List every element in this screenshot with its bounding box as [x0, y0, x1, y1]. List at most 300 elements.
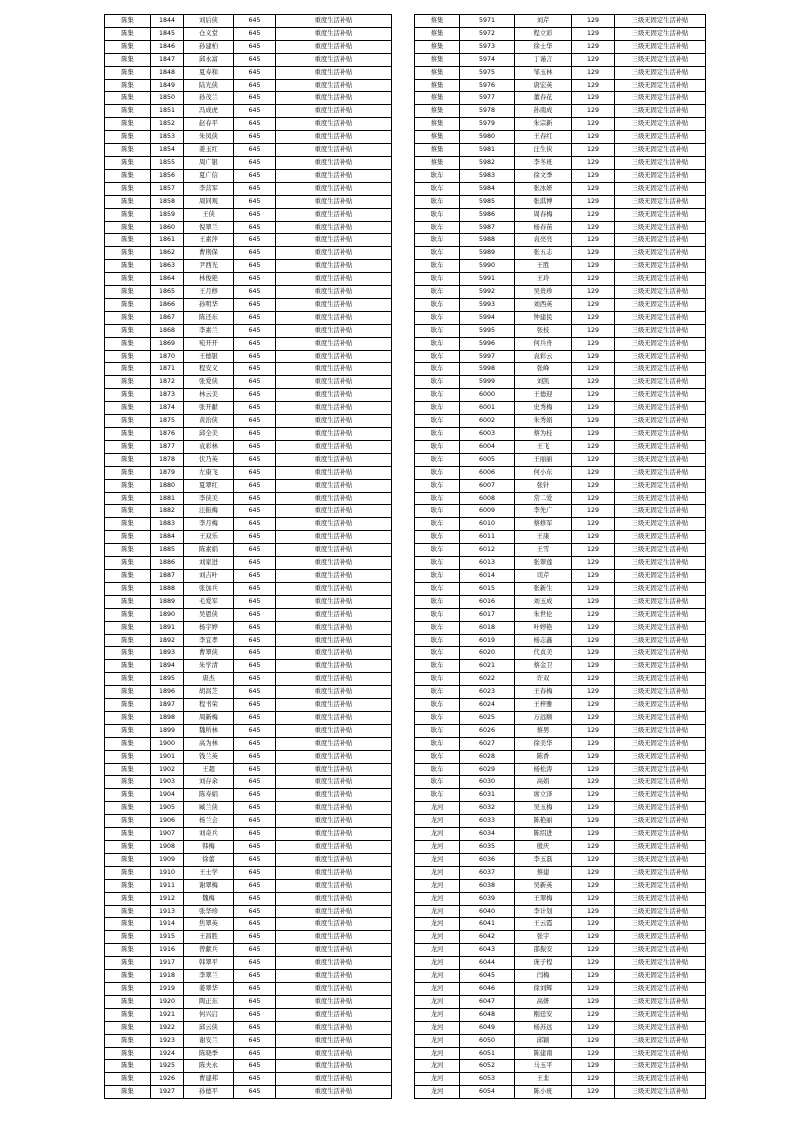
- name-cell: 吴恩侠: [184, 608, 234, 621]
- category-cell: 三级无固定生活补贴: [615, 337, 706, 350]
- name-cell: 席立泽: [515, 789, 572, 802]
- number-cell: 1914: [151, 918, 184, 931]
- table-row: [105, 711, 392, 724]
- table-row: [415, 234, 706, 247]
- category-cell: 三级无固定生活补贴: [615, 995, 706, 1008]
- category-cell: 三级无固定生活补贴: [615, 582, 706, 595]
- category-cell: 重度生活补贴: [276, 208, 392, 221]
- amount-cell: 645: [234, 479, 276, 492]
- name-cell: 王韭: [515, 1073, 572, 1086]
- town-cell: 蔡集: [415, 27, 460, 40]
- name-cell: 王侠: [184, 208, 234, 221]
- number-cell: 1858: [151, 195, 184, 208]
- category-cell: 三级无固定生活补贴: [615, 1086, 706, 1099]
- category-cell: 重度生活补贴: [276, 918, 392, 931]
- town-cell: 陈集: [105, 402, 151, 415]
- town-cell: 陈集: [105, 311, 151, 324]
- table-row: [415, 699, 706, 712]
- amount-cell: 129: [572, 1021, 615, 1034]
- name-cell: 王飞: [515, 440, 572, 453]
- category-cell: 重度生活补贴: [276, 27, 392, 40]
- town-cell: 陈集: [105, 286, 151, 299]
- number-cell: 1866: [151, 298, 184, 311]
- town-cell: 蔡集: [415, 79, 460, 92]
- name-cell: 刘吉叶: [184, 569, 234, 582]
- category-cell: 三级无固定生活补贴: [615, 763, 706, 776]
- amount-cell: 129: [572, 1073, 615, 1086]
- category-cell: 重度生活补贴: [276, 337, 392, 350]
- category-cell: 重度生活补贴: [276, 569, 392, 582]
- table-row: [415, 724, 706, 737]
- number-cell: 6046: [460, 982, 515, 995]
- name-cell: 夏翠红: [184, 479, 234, 492]
- name-cell: 王玲: [515, 273, 572, 286]
- number-cell: 6021: [460, 660, 515, 673]
- number-cell: 6020: [460, 647, 515, 660]
- number-cell: 6019: [460, 634, 515, 647]
- name-cell: 刘家进: [184, 557, 234, 570]
- amount-cell: 129: [572, 531, 615, 544]
- category-cell: 三级无固定生活补贴: [615, 944, 706, 957]
- amount-cell: 129: [572, 40, 615, 53]
- amount-cell: 645: [234, 131, 276, 144]
- table-row: [415, 595, 706, 608]
- amount-cell: 129: [572, 169, 615, 182]
- amount-cell: 645: [234, 453, 276, 466]
- category-cell: 三级无固定生活补贴: [615, 841, 706, 854]
- amount-cell: 645: [234, 879, 276, 892]
- category-cell: 三级无固定生活补贴: [615, 479, 706, 492]
- amount-cell: 645: [234, 763, 276, 776]
- name-cell: 陈夫永: [184, 1060, 234, 1073]
- number-cell: 1889: [151, 595, 184, 608]
- number-cell: 1886: [151, 557, 184, 570]
- category-cell: 三级无固定生活补贴: [615, 182, 706, 195]
- category-cell: 重度生活补贴: [276, 608, 392, 621]
- name-cell: 韩翠平: [184, 957, 234, 970]
- number-cell: 5973: [460, 40, 515, 53]
- number-cell: 1906: [151, 815, 184, 828]
- category-cell: 重度生活补贴: [276, 311, 392, 324]
- number-cell: 1852: [151, 118, 184, 131]
- amount-cell: 129: [572, 673, 615, 686]
- amount-cell: 129: [572, 324, 615, 337]
- category-cell: 三级无固定生活补贴: [615, 621, 706, 634]
- name-cell: 李玉磊: [515, 853, 572, 866]
- number-cell: 1910: [151, 866, 184, 879]
- table-row: [415, 789, 706, 802]
- town-cell: 陈集: [105, 415, 151, 428]
- town-cell: 龙河: [415, 853, 460, 866]
- amount-cell: 645: [234, 118, 276, 131]
- table-row: [415, 311, 706, 324]
- name-cell: 朱凤侠: [184, 131, 234, 144]
- amount-cell: 129: [572, 905, 615, 918]
- category-cell: 重度生活补贴: [276, 118, 392, 131]
- table-row: [415, 402, 706, 415]
- name-cell: 何兴启: [184, 1008, 234, 1021]
- town-cell: 龙河: [415, 1021, 460, 1034]
- town-cell: 龙河: [415, 982, 460, 995]
- amount-cell: 645: [234, 724, 276, 737]
- number-cell: 1864: [151, 273, 184, 286]
- category-cell: 重度生活补贴: [276, 724, 392, 737]
- name-cell: 李冬班: [515, 156, 572, 169]
- number-cell: 6039: [460, 892, 515, 905]
- table-row: [415, 569, 706, 582]
- number-cell: 1891: [151, 621, 184, 634]
- number-cell: 5971: [460, 15, 515, 28]
- amount-cell: 645: [234, 841, 276, 854]
- category-cell: 重度生活补贴: [276, 944, 392, 957]
- number-cell: 1887: [151, 569, 184, 582]
- number-cell: 5998: [460, 363, 515, 376]
- town-cell: 陈集: [105, 982, 151, 995]
- number-cell: 1923: [151, 1034, 184, 1047]
- category-cell: 三级无固定生活补贴: [615, 569, 706, 582]
- amount-cell: 129: [572, 944, 615, 957]
- number-cell: 1848: [151, 66, 184, 79]
- town-cell: 陈集: [105, 428, 151, 441]
- category-cell: 重度生活补贴: [276, 879, 392, 892]
- amount-cell: 645: [234, 711, 276, 724]
- table-row: [415, 557, 706, 570]
- table-row: [415, 505, 706, 518]
- category-cell: 重度生活补贴: [276, 1060, 392, 1073]
- number-cell: 5992: [460, 286, 515, 299]
- town-cell: 陈集: [105, 105, 151, 118]
- category-cell: 三级无固定生活补贴: [615, 905, 706, 918]
- number-cell: 6012: [460, 544, 515, 557]
- name-cell: 司芹: [515, 569, 572, 582]
- town-cell: 陈集: [105, 1060, 151, 1073]
- table-row: [415, 105, 706, 118]
- number-cell: 6026: [460, 724, 515, 737]
- number-cell: 6036: [460, 853, 515, 866]
- number-cell: 1896: [151, 686, 184, 699]
- table-row: [105, 311, 392, 324]
- category-cell: 重度生活补贴: [276, 92, 392, 105]
- amount-cell: 129: [572, 750, 615, 763]
- name-cell: 王士学: [184, 866, 234, 879]
- number-cell: 6053: [460, 1073, 515, 1086]
- amount-cell: 645: [234, 234, 276, 247]
- name-cell: 李计划: [515, 905, 572, 918]
- amount-cell: 129: [572, 466, 615, 479]
- name-cell: 程书荣: [184, 699, 234, 712]
- amount-cell: 129: [572, 634, 615, 647]
- category-cell: 三级无固定生活补贴: [615, 118, 706, 131]
- number-cell: 5977: [460, 92, 515, 105]
- town-cell: 陈集: [105, 221, 151, 234]
- amount-cell: 129: [572, 79, 615, 92]
- amount-cell: 129: [572, 853, 615, 866]
- category-cell: 三级无固定生活补贴: [615, 466, 706, 479]
- name-cell: 王丽丽: [515, 453, 572, 466]
- town-cell: 耿车: [415, 440, 460, 453]
- number-cell: 5983: [460, 169, 515, 182]
- number-cell: 1844: [151, 15, 184, 28]
- name-cell: 邵振安: [515, 944, 572, 957]
- town-cell: 陈集: [105, 144, 151, 157]
- town-cell: 陈集: [105, 595, 151, 608]
- name-cell: 徐蕾: [184, 853, 234, 866]
- category-cell: 三级无固定生活补贴: [615, 686, 706, 699]
- number-cell: 1881: [151, 492, 184, 505]
- table-row: [105, 750, 392, 763]
- category-cell: 重度生活补贴: [276, 156, 392, 169]
- number-cell: 6013: [460, 557, 515, 570]
- table-row: [415, 376, 706, 389]
- town-cell: 陈集: [105, 621, 151, 634]
- name-cell: 邱颖: [515, 1034, 572, 1047]
- name-cell: 朱秀娟: [515, 415, 572, 428]
- town-cell: 陈集: [105, 15, 151, 28]
- table-row: [415, 518, 706, 531]
- category-cell: 重度生活补贴: [276, 802, 392, 815]
- amount-cell: 645: [234, 505, 276, 518]
- name-cell: 邱全美: [184, 428, 234, 441]
- town-cell: 陈集: [105, 673, 151, 686]
- town-cell: 耿车: [415, 298, 460, 311]
- number-cell: 1859: [151, 208, 184, 221]
- number-cell: 1882: [151, 505, 184, 518]
- amount-cell: 645: [234, 557, 276, 570]
- number-cell: 6043: [460, 944, 515, 957]
- name-cell: 王雪: [515, 544, 572, 557]
- category-cell: 三级无固定生活补贴: [615, 1008, 706, 1021]
- amount-cell: 129: [572, 866, 615, 879]
- number-cell: 6037: [460, 866, 515, 879]
- town-cell: 耿车: [415, 711, 460, 724]
- category-cell: 三级无固定生活补贴: [615, 776, 706, 789]
- number-cell: 1873: [151, 389, 184, 402]
- amount-cell: 129: [572, 376, 615, 389]
- table-row: [415, 1034, 706, 1047]
- amount-cell: 129: [572, 841, 615, 854]
- town-cell: 蔡集: [415, 118, 460, 131]
- category-cell: 三级无固定生活补贴: [615, 363, 706, 376]
- name-cell: 宛开开: [184, 337, 234, 350]
- town-cell: 陈集: [105, 776, 151, 789]
- town-cell: 耿车: [415, 453, 460, 466]
- name-cell: 许双: [515, 673, 572, 686]
- name-cell: 张华珍: [184, 905, 234, 918]
- town-cell: 陈集: [105, 156, 151, 169]
- name-cell: 丁谨言: [515, 53, 572, 66]
- name-cell: 倪翠兰: [184, 221, 234, 234]
- town-cell: 蔡集: [415, 66, 460, 79]
- amount-cell: 645: [234, 415, 276, 428]
- number-cell: 1870: [151, 350, 184, 363]
- amount-cell: 645: [234, 866, 276, 879]
- name-cell: 刘后侠: [184, 15, 234, 28]
- name-cell: 林云美: [184, 389, 234, 402]
- table-row: [105, 634, 392, 647]
- category-cell: 重度生活补贴: [276, 582, 392, 595]
- number-cell: 1920: [151, 995, 184, 1008]
- number-cell: 6022: [460, 673, 515, 686]
- table-row: [415, 182, 706, 195]
- amount-cell: 129: [572, 557, 615, 570]
- town-cell: 陈集: [105, 53, 151, 66]
- name-cell: 王德迎: [515, 389, 572, 402]
- town-cell: 耿车: [415, 260, 460, 273]
- category-cell: 重度生活补贴: [276, 699, 392, 712]
- amount-cell: 129: [572, 453, 615, 466]
- table-row: [105, 105, 392, 118]
- table-row: [105, 144, 392, 157]
- category-cell: 重度生活补贴: [276, 1073, 392, 1086]
- amount-cell: 129: [572, 595, 615, 608]
- town-cell: 陈集: [105, 582, 151, 595]
- name-cell: 陈建南: [515, 1047, 572, 1060]
- table-row: [415, 841, 706, 854]
- table-row: [105, 1008, 392, 1021]
- number-cell: 6010: [460, 518, 515, 531]
- category-cell: 重度生活补贴: [276, 15, 392, 28]
- table-row: [415, 944, 706, 957]
- amount-cell: 645: [234, 389, 276, 402]
- table-row: [105, 737, 392, 750]
- category-cell: 三级无固定生活补贴: [615, 66, 706, 79]
- category-cell: 重度生活补贴: [276, 131, 392, 144]
- category-cell: 重度生活补贴: [276, 1086, 392, 1099]
- table-row: [105, 531, 392, 544]
- table-row: [415, 995, 706, 1008]
- amount-cell: 129: [572, 53, 615, 66]
- table-row: [105, 15, 392, 28]
- table-row: [415, 247, 706, 260]
- town-cell: 耿车: [415, 763, 460, 776]
- name-cell: 黄治侠: [184, 415, 234, 428]
- category-cell: 重度生活补贴: [276, 428, 392, 441]
- amount-cell: 129: [572, 92, 615, 105]
- category-cell: 重度生活补贴: [276, 763, 392, 776]
- town-cell: 龙河: [415, 1086, 460, 1099]
- category-cell: 重度生活补贴: [276, 466, 392, 479]
- amount-cell: 645: [234, 944, 276, 957]
- number-cell: 1862: [151, 247, 184, 260]
- amount-cell: 129: [572, 389, 615, 402]
- amount-cell: 129: [572, 350, 615, 363]
- amount-cell: 129: [572, 918, 615, 931]
- amount-cell: 645: [234, 79, 276, 92]
- category-cell: 三级无固定生活补贴: [615, 92, 706, 105]
- town-cell: 陈集: [105, 376, 151, 389]
- amount-cell: 645: [234, 1047, 276, 1060]
- table-row: [415, 40, 706, 53]
- number-cell: 1865: [151, 286, 184, 299]
- table-row: [105, 195, 392, 208]
- name-cell: 周春梅: [515, 208, 572, 221]
- table-row: [105, 686, 392, 699]
- town-cell: 耿车: [415, 221, 460, 234]
- category-cell: 三级无固定生活补贴: [615, 1060, 706, 1073]
- number-cell: 1853: [151, 131, 184, 144]
- table-row: [415, 673, 706, 686]
- name-cell: 李侠美: [184, 492, 234, 505]
- amount-cell: 645: [234, 27, 276, 40]
- name-cell: 张翠莲: [515, 557, 572, 570]
- town-cell: 陈集: [105, 686, 151, 699]
- town-cell: 耿车: [415, 337, 460, 350]
- name-cell: 李翠兰: [184, 970, 234, 983]
- category-cell: 三级无固定生活补贴: [615, 531, 706, 544]
- table-row: [415, 363, 706, 376]
- amount-cell: 645: [234, 699, 276, 712]
- category-cell: 重度生活补贴: [276, 660, 392, 673]
- town-cell: 陈集: [105, 1047, 151, 1060]
- name-cell: 汪生侠: [515, 144, 572, 157]
- number-cell: 5982: [460, 156, 515, 169]
- town-cell: 陈集: [105, 118, 151, 131]
- amount-cell: 645: [234, 1073, 276, 1086]
- town-cell: 耿车: [415, 686, 460, 699]
- name-cell: 杨春苗: [515, 221, 572, 234]
- amount-cell: 645: [234, 144, 276, 157]
- amount-cell: 645: [234, 660, 276, 673]
- table-row: [415, 815, 706, 828]
- town-cell: 耿车: [415, 363, 460, 376]
- town-cell: 陈集: [105, 918, 151, 931]
- table-row: [105, 234, 392, 247]
- table-row: [415, 195, 706, 208]
- table-row: [105, 221, 392, 234]
- table-row: [415, 350, 706, 363]
- table-row: [105, 324, 392, 337]
- table-row: [105, 479, 392, 492]
- number-cell: 6038: [460, 879, 515, 892]
- number-cell: 1863: [151, 260, 184, 273]
- town-cell: 耿车: [415, 699, 460, 712]
- number-cell: 6042: [460, 931, 515, 944]
- town-cell: 陈集: [105, 40, 151, 53]
- category-cell: 三级无固定生活补贴: [615, 970, 706, 983]
- town-cell: 陈集: [105, 131, 151, 144]
- amount-cell: 129: [572, 802, 615, 815]
- name-cell: 孙建柏: [184, 40, 234, 53]
- category-cell: 重度生活补贴: [276, 1021, 392, 1034]
- name-cell: 张峰: [515, 363, 572, 376]
- table-row: [105, 40, 392, 53]
- number-cell: 1878: [151, 453, 184, 466]
- town-cell: 陈集: [105, 79, 151, 92]
- amount-cell: 129: [572, 27, 615, 40]
- table-row: [105, 182, 392, 195]
- name-cell: 陆光侠: [184, 79, 234, 92]
- town-cell: 龙河: [415, 1008, 460, 1021]
- town-cell: 耿车: [415, 505, 460, 518]
- amount-cell: 129: [572, 608, 615, 621]
- number-cell: 1879: [151, 466, 184, 479]
- name-cell: 刚廷安: [515, 1008, 572, 1021]
- name-cell: 徐刘辉: [515, 982, 572, 995]
- amount-cell: 645: [234, 686, 276, 699]
- town-cell: 耿车: [415, 518, 460, 531]
- number-cell: 6015: [460, 582, 515, 595]
- number-cell: 5980: [460, 131, 515, 144]
- number-cell: 6027: [460, 737, 515, 750]
- town-cell: 陈集: [105, 195, 151, 208]
- category-cell: 三级无固定生活补贴: [615, 957, 706, 970]
- number-cell: 6007: [460, 479, 515, 492]
- amount-cell: 645: [234, 918, 276, 931]
- amount-cell: 645: [234, 905, 276, 918]
- town-cell: 耿车: [415, 582, 460, 595]
- table-row: [415, 440, 706, 453]
- number-cell: 1876: [151, 428, 184, 441]
